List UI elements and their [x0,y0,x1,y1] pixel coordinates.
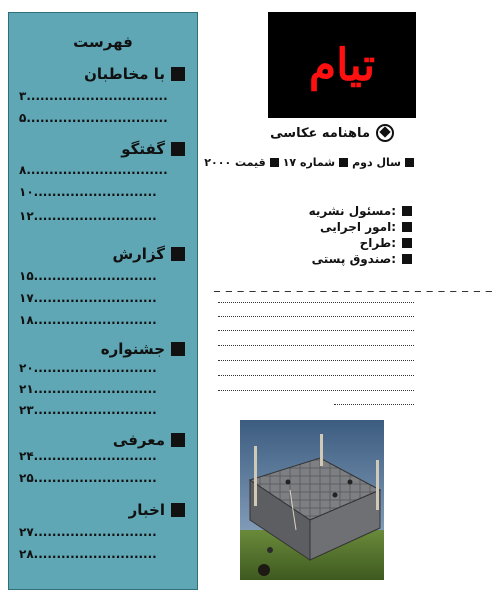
cover-photo [240,420,384,580]
toc-entry: ۱۰........................... [19,185,157,199]
logo-text: تیام [308,39,376,91]
issue-info [204,156,414,169]
section-label: گزارش [112,245,165,263]
toc-entry: ۲۸........................... [19,547,157,561]
toc-entry: ۱۸........................... [19,313,157,327]
cover-photo-illustration [240,420,384,580]
staff-label: امور اجرایی: [320,220,396,234]
section-label: معرفی [112,431,165,449]
toc-entry: ۲۰........................... [19,361,157,375]
toc-section-report [112,245,185,263]
issue-price: قیمت ۲۰۰۰ [204,156,266,169]
section-label: اخبار [128,501,165,519]
black-square-icon [402,238,412,248]
magazine-logo [268,12,416,118]
toc-section-interview [121,140,185,158]
dotted-line [218,330,414,331]
toc-section-audience [84,65,185,83]
section-label: با مخاطبان [84,65,165,83]
black-square-icon [171,503,185,517]
dotted-line [218,360,414,361]
dotted-line [218,302,414,303]
black-square-icon [339,158,348,167]
black-square-icon [402,222,412,232]
toc-section-news [129,501,185,519]
toc-entry: ۱۲........................... [19,209,157,223]
toc-entry: ۲۵........................... [19,471,157,485]
issue-year: سال دوم [352,156,401,169]
toc-entry: ۱۷........................... [19,291,157,305]
staff-label: صندوق پستی: [311,252,396,266]
toc-section-introduction [113,431,185,449]
staff-label: مسئول نشریه: [308,204,396,218]
dotted-line [218,316,414,317]
diamond-circle-icon [376,124,394,142]
dotted-line [218,345,414,346]
black-square-icon [270,158,279,167]
toc-panel [8,12,198,590]
dashed-divider: _ _ _ _ _ _ _ _ _ _ _ _ _ _ _ _ _ _ _ _ _ _ _ _ [214,278,493,292]
section-label: جشنواره [100,340,165,358]
toc-entry: ۸............................... [19,163,168,177]
black-square-icon [171,433,185,447]
dotted-line [218,390,414,391]
toc-section-festival [101,340,185,358]
dotted-line [218,375,414,376]
staff-row-po-box [312,252,412,266]
staff-row-executive [320,220,412,234]
section-label: گفتگو [121,140,165,158]
toc-title: فهرست [73,33,133,51]
black-square-icon [402,206,412,216]
toc-entry: ۲۳........................... [19,403,157,417]
toc-entry: ۲۷........................... [19,525,157,539]
issue-number: شماره ۱۷ [282,156,336,169]
dotted-line [334,404,414,405]
toc-entry: ۱۵........................... [19,269,157,283]
staff-row-editor [309,204,412,218]
black-square-icon [402,254,412,264]
toc-entry: ۳............................... [19,89,168,103]
staff-row-designer [360,236,412,250]
black-square-icon [171,247,185,261]
staff-label: طراح: [359,236,396,250]
toc-entry: ۵............................... [19,111,168,125]
black-square-icon [171,342,185,356]
black-square-icon [171,67,185,81]
black-square-icon [171,142,185,156]
black-square-icon [405,158,414,167]
toc-entry: ۲۴........................... [19,449,157,463]
magazine-subtitle: ماهنامه عکاسی [270,125,370,141]
toc-entry: ۲۱........................... [19,382,157,396]
magazine-subtitle-row [270,124,394,142]
